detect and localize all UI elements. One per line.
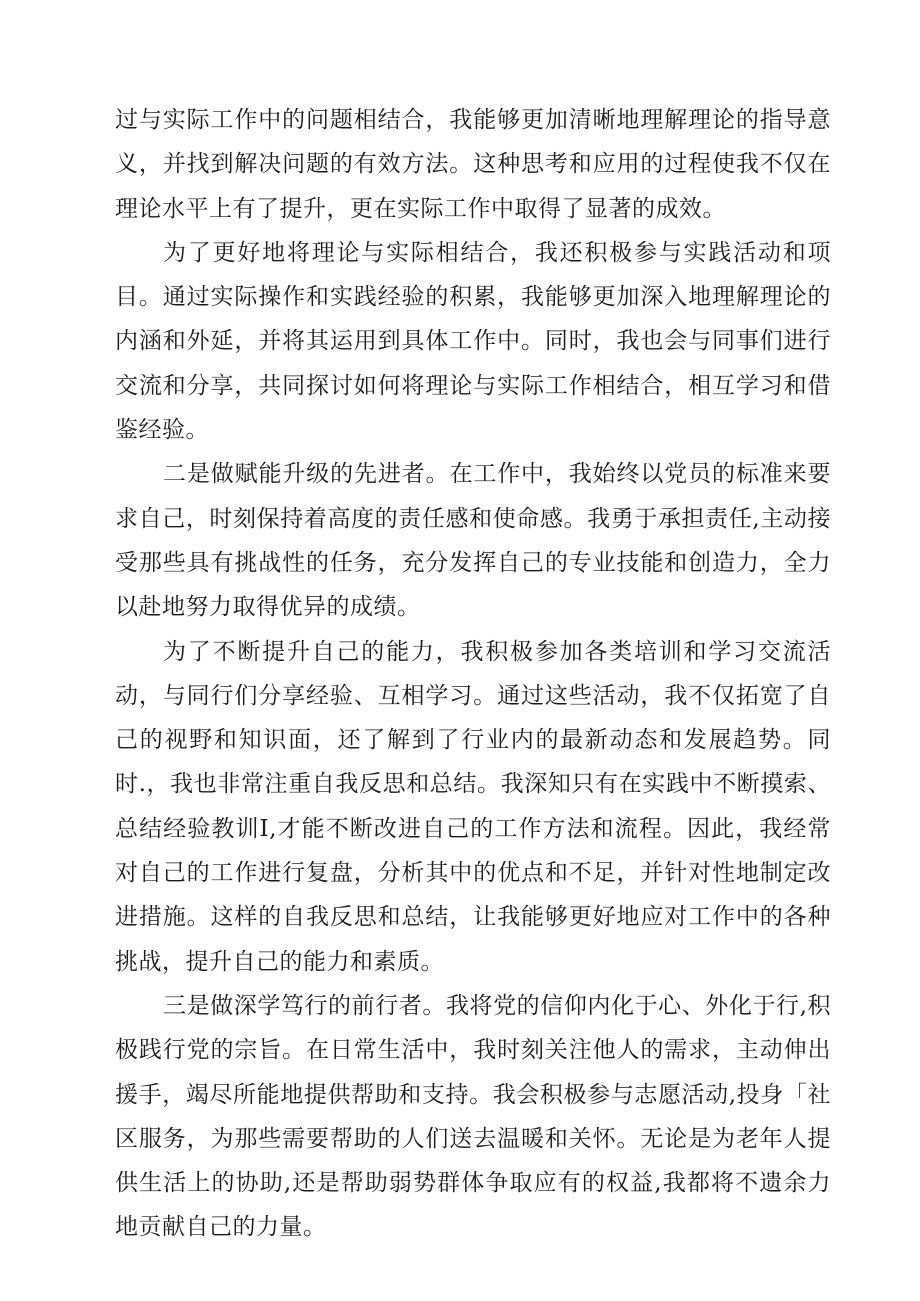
paragraph-2: 为了更好地将理论与实际相结合，我还积极参与实践活动和项目。通过实际操作和实践经验的积累，我能够更加深入地理解理论的内涵和外延，并将其运用到具体工作中。同时，我也会与同事们进行交流和分享，共同探讨如何将理论与实际工作相结合，相互学习和借鉴经验。 <box>115 239 831 444</box>
paragraph-3: 二是做赋能升级的先进者。在工作中，我始终以党员的标准来要求自己，时刻保持着高度的责任感和使命感。我勇于承担责任,主动接受那些具有挑战性的任务，充分发挥自己的专业技能和创造力，全力以赴地努力取得优异的成绩。 <box>115 461 831 621</box>
document-body <box>115 98 831 1250</box>
paragraph-4: 为了不断提升自己的能力，我积极参加各类培训和学习交流活动，与同行们分享经验、互相学习。通过这些活动，我不仅拓宽了自己的视野和知识面，还了解到了行业内的最新动态和发展趋势。同时.，我也非常注重自我反思和总结。我深知只有在实践中不断摸索、总结经验教训I,才能不断改进自己的工作方法和流程。因此，我经常对自己的工作进行复盘，分析其中的优点和不足，并针对性地制定改进措施。这样的自我反思和总结，让我能够更好地应对工作中的各种挑战，提升自己的能力和素质。 <box>115 638 831 975</box>
paragraph-5: 三是做深学笃行的前行者。我将党的信仰内化于心、外化于行,积极践行党的宗旨。在日常生活中，我时刻关注他人的需求，主动伸出援手，竭尽所能地提供帮助和支持。我会积极参与志愿活动,投身「社区服务，为那些需要帮助的人们送去温暖和关怀。无论是为老年人提供生活上的协助,还是帮助弱势群体争取应有的权益,我都将不遗余力地贡献自己的力量。 <box>115 992 831 1241</box>
paragraph-1: 过与实际工作中的问题相结合，我能够更加清晰地理解理论的指导意义，并找到解决问题的有效方法。这种思考和应用的过程使我不仅在理论水平上有了提升，更在实际工作中取得了显著的成效。 <box>115 107 831 222</box>
